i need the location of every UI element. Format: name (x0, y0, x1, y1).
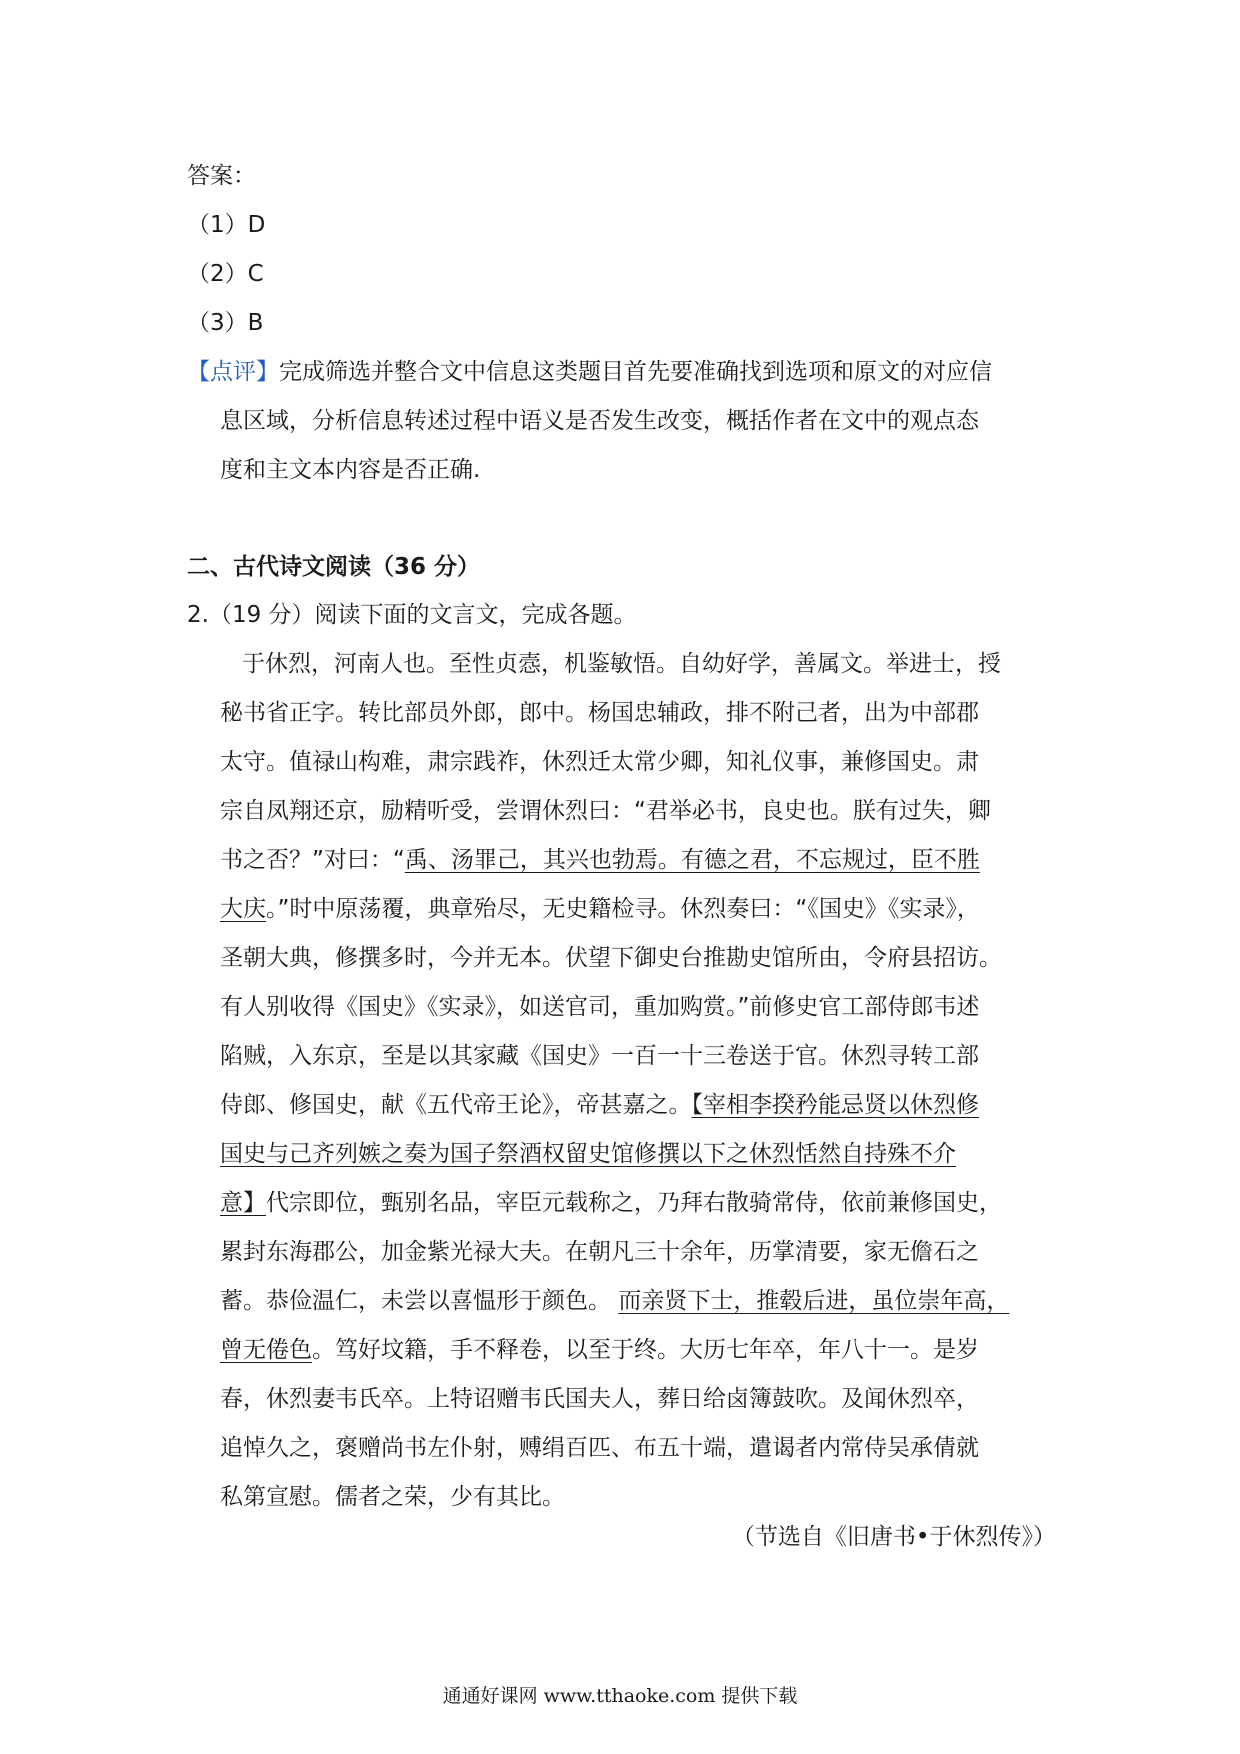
text-segment: 私第宣慰。儒者之荣，少有其比。 (220, 1484, 565, 1510)
passage-line (220, 844, 980, 876)
passage-line (220, 1481, 565, 1513)
passage-line (220, 1285, 1009, 1317)
passage-line (220, 1138, 956, 1170)
text-segment: 侍郎、修国史，献《五代帝王论》，帝甚嘉之。 (220, 1092, 692, 1118)
passage-line (220, 697, 979, 729)
text-segment: 太守。值禄山构难，肃宗践祚，休烈迁太常少卿，知礼仪事，兼修国史。肃 (220, 749, 979, 775)
answer-item-2: （2）C (187, 261, 264, 287)
text-segment: 蓄。恭俭温仁，未尝以喜愠形于颜色。 (220, 1288, 619, 1314)
text-segment: 。”时中原荡覆，典章殆尽，无史籍检寻。休烈奏曰：“《国史》《实录》， (266, 896, 980, 922)
underlined-segment: 国史与己齐列嫉之奏为国子祭酒权留史馆修撰以下之休烈恬然自持殊不介 (220, 1141, 956, 1167)
passage-line (220, 1383, 979, 1415)
underlined-segment: 曾无倦色 (220, 1337, 312, 1363)
underlined-segment: 禹、汤罪己，其兴也勃焉。有德之君，不忘规过，臣不胜 (404, 847, 980, 873)
text-segment: 陷贼，入东京，至是以其家藏《国史》一百一十三卷送于官。休烈寻转工部 (220, 1043, 979, 1069)
text-segment: 追悼久之，褒赠尚书左仆射，赙绢百匹、布五十端，遣谒者内常侍吴承倩就 (220, 1435, 979, 1461)
comment-line-1 (187, 356, 992, 388)
comment-line-2: 息区域，分析信息转述过程中语义是否发生改变，概括作者在文中的观点态 (220, 408, 979, 434)
text-segment: 秘书省正字。转比部员外郎，郎中。杨国忠辅政，排不附己者，出为中部郡 (220, 700, 979, 726)
answer-item-3: （3）B (187, 310, 264, 336)
source-citation: （节选自《旧唐书•于休烈传》） (731, 1524, 1056, 1550)
passage-line (220, 1040, 979, 1072)
text-segment: 有人别收得《国史》《实录》，如送官司，重加购赏。”前修史官工部侍郎韦述 (220, 994, 980, 1020)
text-segment: 宗自凤翔还京，励精听受，尝谓休烈曰：“君举必书，良史也。朕有过失，卿 (220, 798, 991, 824)
text-segment: 圣朝大典，修撰多时，今并无本。伏望下御史台推勘史馆所由，令府县招访。 (220, 945, 1002, 971)
text-segment: 于休烈，河南人也。至性贞悫，机鉴敏悟。自幼好学，善属文。举进士，授 (242, 651, 1001, 677)
passage-line (220, 1432, 979, 1464)
section-title: 二、古代诗文阅读（36 分） (187, 554, 481, 580)
underlined-segment: 意】 (220, 1190, 266, 1216)
passage-line (220, 1089, 979, 1121)
passage-line (220, 795, 991, 827)
passage-line (220, 893, 980, 925)
passage-line (220, 942, 1002, 974)
passage-line (220, 746, 979, 778)
passage-line (220, 1334, 979, 1366)
passage-line (220, 1236, 979, 1268)
comment-tag: 【点评】 (187, 359, 279, 385)
text-segment: 春，休烈妻韦氏卒。上特诏赠韦氏国夫人，葬日给卤簿鼓吹。及闻休烈卒， (220, 1386, 979, 1412)
underlined-segment: 大庆 (220, 896, 266, 922)
underlined-segment: 【宰相李揆矜能忌贤以休烈修 (691, 1092, 979, 1118)
question-header: 2.（19 分）阅读下面的文言文，完成各题。 (187, 602, 637, 628)
answer-label: 答案： (187, 163, 256, 189)
answer-item-1: （1）D (187, 212, 266, 238)
underlined-segment: 而亲贤下士，推毂后进，虽位崇年高， (618, 1288, 1010, 1314)
footer: 通通好课网 www.tthaoke.com 提供下载 (442, 1685, 798, 1707)
passage-line (220, 1187, 1002, 1219)
text-segment: 累封东海郡公，加金紫光禄大夫。在朝凡三十余年，历掌清要，家无儋石之 (220, 1239, 979, 1265)
text-segment: 。笃好坟籍，手不释卷，以至于终。大历七年卒，年八十一。是岁 (312, 1337, 979, 1363)
comment-text: 完成筛选并整合文中信息这类题目首先要准确找到选项和原文的对应信 (279, 359, 992, 385)
comment-line-3: 度和主文本内容是否正确. (220, 457, 481, 483)
text-segment: 书之否？”对曰：“ (220, 847, 405, 873)
text-segment: 代宗即位，甄别名品，宰臣元载称之，乃拜右散骑常侍，依前兼修国史， (266, 1190, 1002, 1216)
passage-line (220, 991, 979, 1023)
passage-line (242, 648, 1001, 680)
